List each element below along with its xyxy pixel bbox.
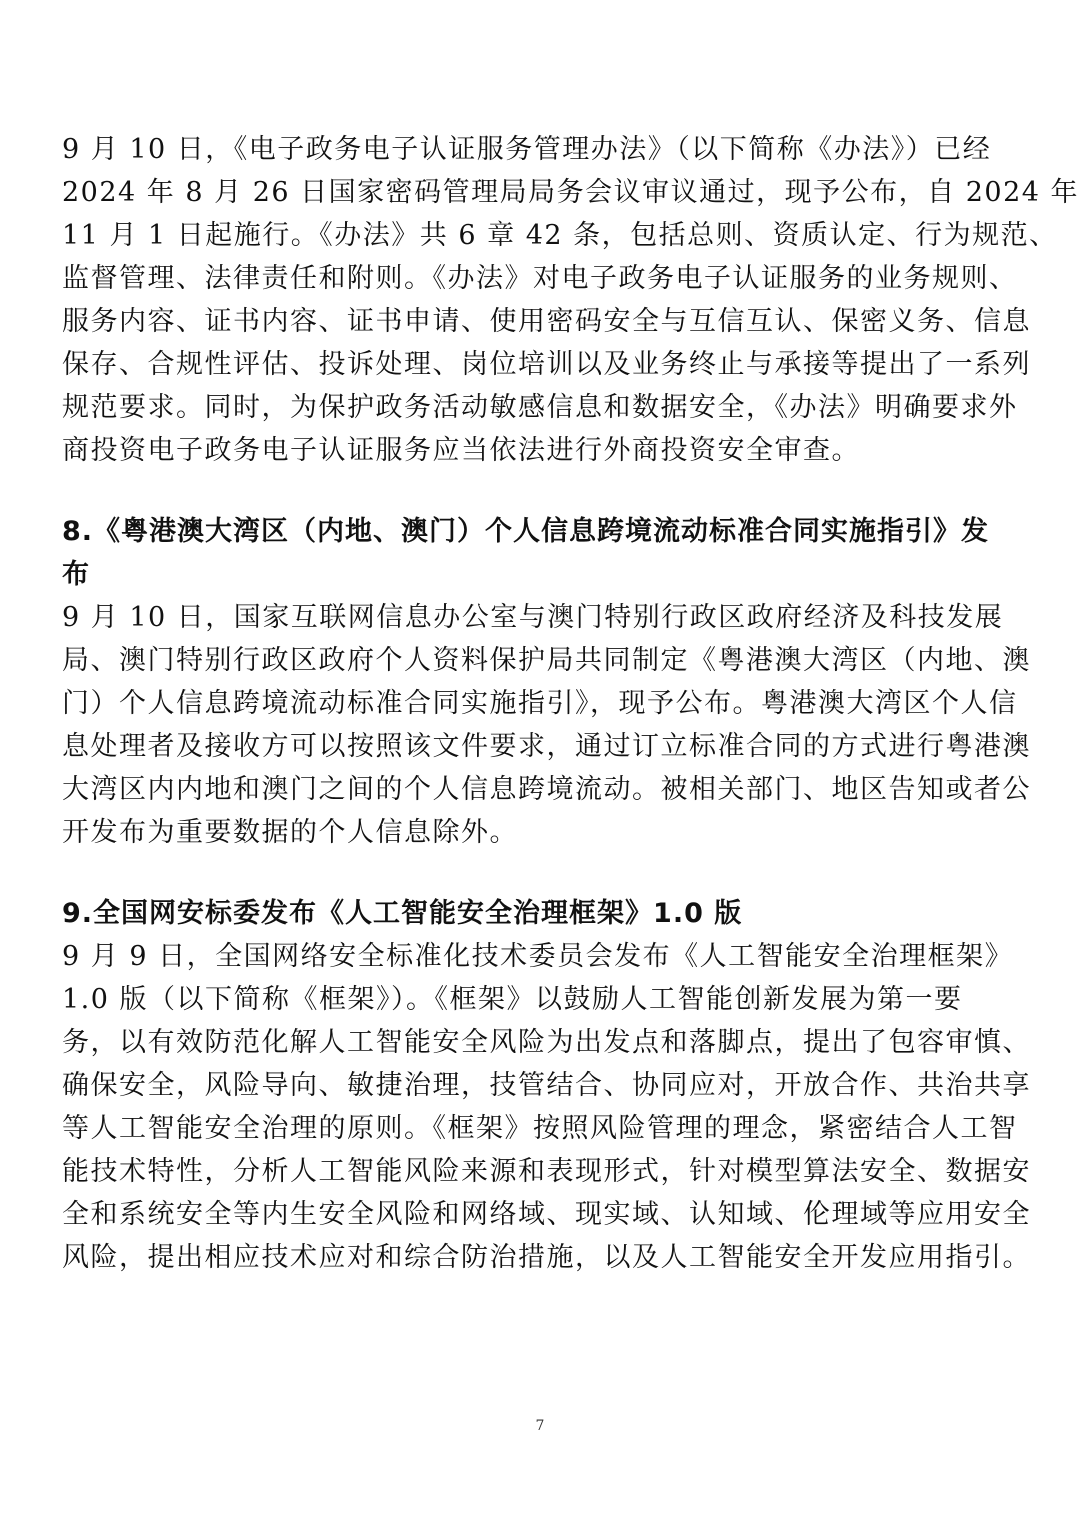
spacer [62, 854, 992, 892]
text-line: 2024 年 8 月 26 日国家密码管理局局务会议审议通过，现予公布，自 2024 年 [62, 177, 1080, 208]
text-line: 全和系统安全等内生安全风险和网络域、现实域、认知域、伦理域等应用安全 [62, 1199, 1031, 1230]
text-line: 息处理者及接收方可以按照该文件要求，通过订立标准合同的方式进行粤港澳 [62, 731, 1031, 762]
text-line: 9 月 10 日，国家互联网信息办公室与澳门特别行政区政府经济及科技发展 [62, 602, 1004, 633]
intro-paragraph [62, 128, 1080, 472]
heading-line: 9.全国网安标委发布《人工智能安全治理框架》1.0 版 [62, 898, 743, 929]
text-line: 能技术特性，分析人工智能风险来源和表现形式，针对模型算法安全、数据安 [62, 1156, 1031, 1187]
text-line: 门）个人信息跨境流动标准合同实施指引》，现予公布。粤港澳大湾区个人信 [62, 688, 1018, 719]
text-line: 9 月 9 日，全国网络安全标准化技术委员会发布《人工智能安全治理框架》 [62, 941, 1014, 972]
text-line: 大湾区内内地和澳门之间的个人信息跨境流动。被相关部门、地区告知或者公 [62, 774, 1031, 805]
heading-line: 8.《粤港澳大湾区（内地、澳门）个人信息跨境流动标准合同实施指引》发 [62, 516, 990, 547]
text-line: 9 月 10 日，《电子政务电子认证服务管理办法》（以下简称《办法》）已经 [62, 134, 992, 165]
document-page [62, 128, 1080, 1279]
text-line: 等人工智能安全治理的原则。《框架》按照风险管理的理念，紧密结合人工智 [62, 1113, 1018, 1144]
heading-line: 布 [62, 559, 90, 590]
page-number: 7 [535, 1418, 545, 1434]
section-8-heading [62, 510, 992, 596]
text-line: 务，以有效防范化解人工智能安全风险为出发点和落脚点，提出了包容审慎、 [62, 1027, 1031, 1058]
text-line: 11 月 1 日起施行。《办法》共 6 章 42 条，包括总则、资质认定、行为规范、 [62, 220, 1058, 251]
text-line: 监督管理、法律责任和附则。《办法》对电子政务电子认证服务的业务规则、 [62, 263, 1018, 294]
text-line: 确保安全，风险导向、敏捷治理，技管结合、协同应对，开放合作、共治共享 [62, 1070, 1031, 1101]
section-9-heading [62, 892, 992, 935]
text-line: 服务内容、证书内容、证书申请、使用密码安全与互信互认、保密义务、信息 [62, 306, 1031, 337]
text-line: 1.0 版（以下简称《框架》）。《框架》以鼓励人工智能创新发展为第一要 [62, 984, 963, 1015]
text-line: 局、澳门特别行政区政府个人资料保护局共同制定《粤港澳大湾区（内地、澳 [62, 645, 1031, 676]
text-line: 商投资电子政务电子认证服务应当依法进行外商投资安全审查。 [62, 435, 860, 466]
text-line: 风险，提出相应技术应对和综合防治措施，以及人工智能安全开发应用指引。 [62, 1242, 1031, 1273]
text-line: 保存、合规性评估、投诉处理、岗位培训以及业务终止与承接等提出了一系列 [62, 349, 1031, 380]
section-9-paragraph [62, 935, 1031, 1279]
section-8-paragraph [62, 596, 1031, 854]
spacer [62, 472, 992, 510]
text-line: 规范要求。同时，为保护政务活动敏感信息和数据安全，《办法》明确要求外 [62, 392, 1018, 423]
text-line: 开发布为重要数据的个人信息除外。 [62, 817, 518, 848]
